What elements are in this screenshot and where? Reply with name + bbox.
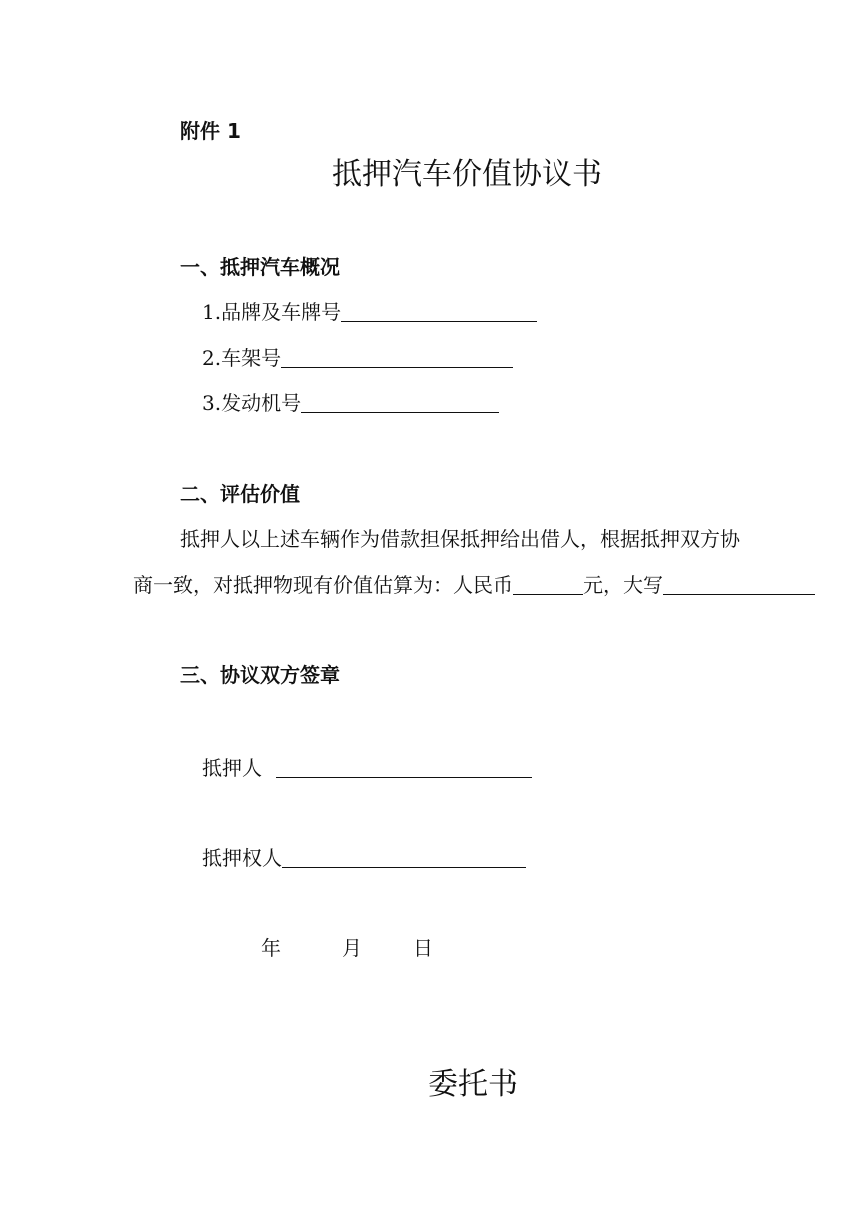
section1-heading: 一、抵押汽车概况 [180, 255, 340, 279]
vin-row [202, 345, 513, 371]
vin-label: 2.车架号 [202, 346, 282, 370]
next-document-title: 委托书 [428, 1067, 518, 1102]
mortgagor-row [202, 755, 532, 781]
brand-plate-blank[interactable] [341, 301, 537, 322]
mortgagee-signature-blank[interactable] [282, 847, 526, 868]
date-year: 年 [261, 936, 281, 960]
section2-heading: 二、评估价值 [180, 482, 300, 506]
mortgagee-row [202, 845, 526, 871]
rmb-amount-blank[interactable] [513, 574, 583, 595]
mortgagee-label: 抵押权人 [202, 846, 282, 870]
brand-plate-label: 1.品牌及车牌号 [202, 300, 342, 324]
mortgagor-label: 抵押人 [202, 756, 262, 780]
engine-row [202, 390, 499, 416]
section3-heading: 三、协议双方签章 [180, 663, 340, 687]
date-month: 月 [342, 936, 362, 960]
amount-in-words-blank[interactable] [663, 574, 815, 595]
valuation-text-b: 元，大写 [583, 573, 663, 597]
vin-blank[interactable] [281, 347, 513, 368]
document-title: 抵押汽车价值协议书 [332, 157, 602, 192]
valuation-text-a: 商一致，对抵押物现有价值估算为：人民币 [133, 573, 513, 597]
engine-label: 3.发动机号 [202, 391, 302, 415]
engine-blank[interactable] [301, 392, 499, 413]
brand-plate-row [202, 299, 537, 325]
date-day: 日 [413, 936, 433, 960]
attachment-label: 附件 1 [180, 119, 241, 143]
valuation-paragraph-line2 [133, 572, 815, 598]
mortgagor-signature-blank[interactable] [276, 757, 532, 778]
valuation-paragraph-line1: 抵押人以上述车辆作为借款担保抵押给出借人，根据抵押双方协 [180, 527, 740, 551]
